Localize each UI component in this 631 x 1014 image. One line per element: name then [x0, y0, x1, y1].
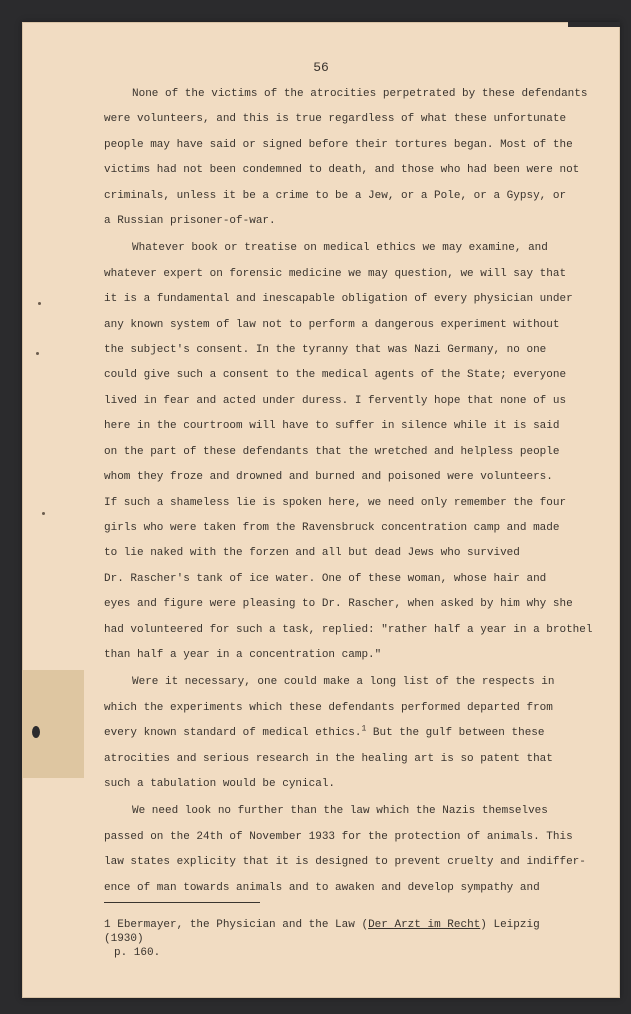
text-line: whom they froze and drowned and burned and poisoned were volunteers. — [104, 471, 553, 484]
footnote-number: 1 — [104, 919, 111, 931]
page-corner-shadow — [568, 22, 620, 27]
text-line: passed on the 24th of November 1933 for the protection of animals. This — [104, 830, 573, 843]
footnote-rule — [104, 902, 260, 903]
punch-hole — [32, 726, 40, 738]
text-line: people may have said or signed before their tortures began. Most of the — [104, 138, 573, 151]
footnote-title: Der Arzt im Recht — [368, 919, 481, 931]
edge-mark — [36, 352, 39, 355]
text-line: lived in fear and acted under duress. I fervently hope that none of us — [104, 394, 567, 407]
text-line: victims had not been condemned to death, and those who had been were not — [104, 164, 580, 177]
text-line: could give such a consent to the medical agents of the State; everyone — [104, 369, 567, 382]
body-text — [104, 82, 593, 901]
text-line: We need look no further than the law which the Nazis themselves — [132, 805, 548, 818]
text-segment: But the gulf between these — [366, 727, 545, 740]
footnote-publication: ) Leipzig (1930) — [104, 919, 540, 945]
text-line: If such a shameless lie is spoken here, we need only remember the four — [104, 496, 567, 509]
paragraph-4 — [104, 799, 586, 901]
text-line: had volunteered for such a task, replied: "rather half a year in a brothel — [104, 623, 593, 636]
text-line: which the experiments which these defendants performed departed from — [104, 701, 553, 714]
paragraph-1 — [104, 82, 588, 234]
text-line: were volunteers, and this is true regardless of what these unfortunate — [104, 113, 567, 126]
text-line: it is a fundamental and inescapable obligation of every physician under — [104, 293, 573, 306]
paragraph-3 — [104, 670, 566, 797]
paragraph-2 — [104, 236, 593, 668]
text-line-with-footnote — [104, 721, 566, 746]
text-line: than half a year in a concentration camp." — [104, 648, 382, 661]
footnote-reference: 1 — [361, 724, 367, 734]
text-line: here in the courtroom will have to suffer in silence while it is said — [104, 420, 560, 433]
text-line: the subject's consent. In the tyranny that was Nazi Germany, no one — [104, 344, 547, 357]
text-line: criminals, unless it be a crime to be a Jew, or a Pole, or a Gypsy, or — [104, 189, 567, 202]
text-line: Whatever book or treatise on medical ethics we may examine, and — [132, 242, 548, 255]
edge-mark — [38, 302, 41, 305]
text-line: on the part of these defendants that the wretched and helpless people — [104, 445, 560, 458]
footnote-page: p. 160. — [114, 947, 161, 959]
text-line: ence of man towards animals and to awaken and develop sympathy and — [104, 881, 540, 894]
edge-mark — [42, 512, 45, 515]
text-segment: every known standard of medical ethics. — [104, 727, 362, 740]
text-line: girls who were taken from the Ravensbruck concentration camp and made — [104, 521, 560, 534]
text-line: eyes and figure were pleasing to Dr. Rascher, when asked by him why she — [104, 598, 573, 611]
text-line: Dr. Rascher's tank of ice water. One of these woman, whose hair and — [104, 572, 547, 585]
text-line: such a tabulation would be cynical. — [104, 777, 336, 790]
footnote — [104, 918, 574, 960]
text-line: a Russian prisoner-of-war. — [104, 215, 276, 228]
page-number: 56 — [313, 60, 329, 75]
footnote-author: Ebermayer, the Physician and the Law ( — [117, 919, 369, 931]
text-line: whatever expert on forensic medicine we may question, we will say that — [104, 267, 567, 280]
tape-residue — [22, 670, 84, 778]
text-line: law states explicity that it is designed to prevent cruelty and indiffer- — [104, 856, 586, 869]
text-line: any known system of law not to perform a dangerous experiment without — [104, 318, 560, 331]
text-line: to lie naked with the forzen and all but dead Jews who survived — [104, 547, 520, 560]
text-line: Were it necessary, one could make a long list of the respects in — [132, 676, 555, 689]
text-line: None of the victims of the atrocities perpetrated by these defendants — [132, 88, 588, 100]
document-page — [22, 22, 620, 998]
text-line: atrocities and serious research in the healing art is so patent that — [104, 752, 553, 765]
